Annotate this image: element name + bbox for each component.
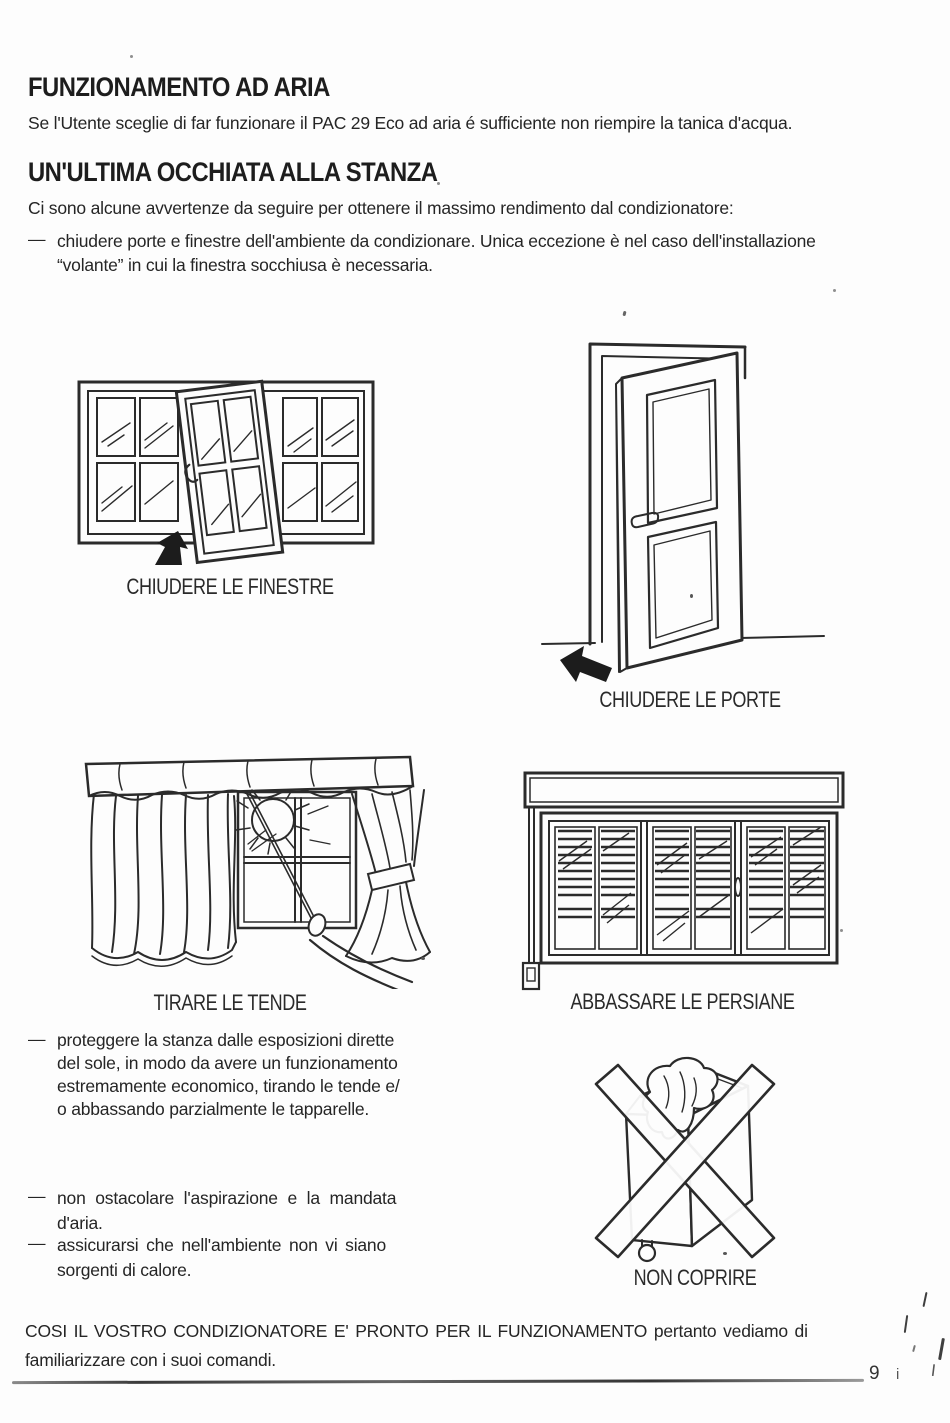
section-heading-occhiata: UN'ULTIMA OCCHIATA ALLA STANZA	[28, 157, 438, 187]
cord	[247, 793, 314, 918]
illustration-close-door	[540, 338, 840, 683]
bullet-dash: —	[28, 1029, 46, 1049]
shutter-strap	[523, 807, 539, 989]
bullet-line: del sole, in modo da avere un funzionamento	[57, 1053, 398, 1073]
bullet-line: assicurarsi che nell'ambiente non vi siano	[57, 1235, 387, 1255]
scan-artifact	[912, 1345, 916, 1352]
bullet-aspirazione	[28, 1186, 396, 1236]
scan-speck	[130, 55, 133, 58]
bullet-line: o abbassando parzialmente le tapparelle.	[57, 1099, 370, 1119]
footer-line: familiarizzare con i suoi comandi.	[25, 1350, 276, 1370]
bullet-dash: —	[28, 1186, 46, 1206]
bullet-line: chiudere porte e finestre dell'ambiente da condizionare. Unica eccezione è nel caso dell'installazione	[57, 231, 816, 251]
scan-artifact	[904, 1315, 908, 1333]
scan-speck	[690, 594, 693, 598]
shutter-box	[525, 773, 843, 807]
scan-mark: i	[896, 1366, 900, 1383]
bullet-proteggere	[28, 1029, 400, 1121]
arrow-icon	[155, 531, 188, 565]
bullet-line: sorgenti di calore.	[57, 1260, 192, 1280]
scan-speck	[833, 289, 836, 292]
illustration-lower-shutters	[515, 765, 850, 995]
bottom-rule	[12, 1379, 864, 1384]
scan-speck	[840, 929, 843, 932]
paragraph-funzionamento: Se l'Utente sceglie di far funzionare il PAC 29 Eco ad aria é sufficiente non riempire la tanica d'acqua.	[28, 113, 793, 133]
scan-artifact	[938, 1338, 944, 1360]
illustration-draw-curtains	[80, 750, 480, 989]
bullet-dash: —	[28, 1233, 46, 1253]
hand-and-arm	[306, 912, 412, 989]
bullet-line: estremamente economico, tirando le tende e/	[57, 1076, 400, 1096]
shutter-handle	[735, 878, 741, 896]
illustration-close-windows	[75, 376, 385, 572]
left-sash-panes	[97, 398, 178, 521]
left-curtain	[91, 794, 236, 966]
caption-door: CHIUDERE LE PORTE	[599, 687, 781, 712]
scan-speck	[723, 1252, 727, 1255]
arrow-icon	[560, 646, 612, 682]
window-frame	[79, 381, 373, 565]
caption-curtains: TIRARE LE TENDE	[153, 990, 307, 1015]
caption-windows: CHIUDERE LE FINESTRE	[126, 574, 334, 599]
footer-paragraph	[25, 1317, 808, 1375]
scan-mark: I	[929, 1360, 937, 1381]
footer-line: COSI IL VOSTRO CONDIZIONATORE E' PRONTO PER IL FUNZIONAMENTO pertanto vediamo di	[25, 1321, 808, 1341]
caption-shutters: ABBASSARE LE PERSIANE	[570, 989, 795, 1014]
bullet-line: d'aria.	[57, 1213, 103, 1233]
bullet-line: non ostacolare l'aspirazione e la mandata	[57, 1188, 397, 1208]
illustration-do-not-cover	[590, 1052, 780, 1264]
bullet-line: “volante” in cui la finestra socchiusa è necessaria.	[57, 255, 433, 275]
scan-speck	[622, 311, 626, 317]
open-sash	[175, 381, 282, 562]
paragraph-avvertenze: Ci sono alcune avvertenze da seguire per ottenere il massimo rendimento dal condizionatore:	[28, 198, 734, 218]
scan-speck	[437, 182, 440, 185]
bullet-sorgenti-calore	[28, 1233, 386, 1283]
page-number: 9	[869, 1363, 880, 1384]
shutter-panels	[555, 827, 825, 949]
section-heading-funzionamento: FUNZIONAMENTO AD ARIA	[28, 72, 330, 102]
right-curtain	[346, 790, 430, 963]
bullet-chiudere-porte	[28, 229, 816, 277]
scan-artifact	[922, 1292, 927, 1307]
caption-do-not-cover: NON COPRIRE	[633, 1265, 757, 1290]
bullet-dash: —	[28, 229, 46, 249]
caster-wheel	[639, 1240, 655, 1261]
bullet-line: proteggere la stanza dalle esposizioni dirette	[57, 1030, 395, 1050]
scan-speck	[421, 957, 425, 960]
door-leaf	[616, 353, 742, 672]
